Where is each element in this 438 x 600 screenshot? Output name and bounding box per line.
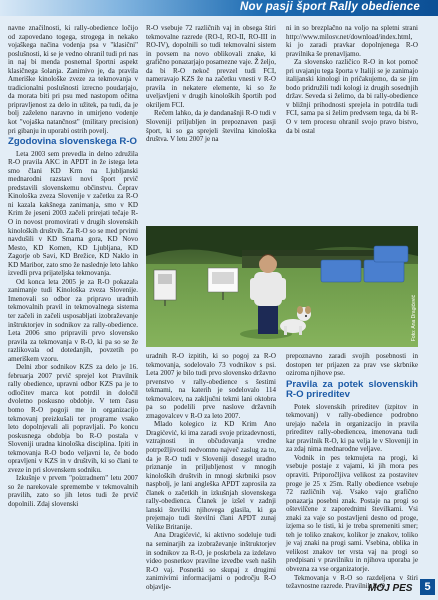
magazine-logo: MOJ PES: [368, 583, 413, 594]
header-bar: [0, 0, 438, 16]
paragraph: Izkušnje v prvem "poizradnem" letu 2007 so že narekovale spremembe v tekmovalnih pravilih, zato so jih letos tudi že prvič dopolnili. Zdaj slovenski: [8, 474, 138, 509]
section-heading: Pravila za potek slovenskih R-O prireditev: [286, 378, 418, 401]
paragraph: uradnih R-O izpitih, ki so pogoj za R-O tekmovanja, sodelovalo 73 vodnikov s psi. Leta 2007 je bilo tudi prvo slovensko državno prvenstvo v rally-obedience s šestimi tekmami, na katerih je sodelovalo 114 tekmovalcev, na zaključni tekmi lani oktobra pa so podelili prve naslove državnih zmagovalcev v R-O za leto 2007.: [146, 352, 276, 420]
paragraph: Leta 2003 sem prevedla in delno združila R-O pravila AKC in APDT in že istega leta smo člani KD Krm na Ljubljanski mednarodni razstavi novi šport prvič predstavili slovenskemu občinstvu. Čeprav Kinološka zveza Slovenije v začetku za R-O ni kazala kakšnega zanimanja, smo v KD Krim že jeseni 2003 začeli prirejati tečaje R-O in novost promovirati v drugih slovenskih kinoloških društvih. Za R-O so se med prvimi navdušili v KD Smarna gora, KD Novo Mesto, KD Komen, KD Ljubljana, KD Zagorje ob Savi, KD Brežice, KD Naklo in KD Maribor, zato smo že naslednje leto lahko izvedli prva prijateljska tekmovanja.: [8, 149, 138, 278]
page-title: Nov pasji šport Rally obedience: [239, 1, 420, 13]
paragraph: Od konca leta 2005 je za R-O pokazala zanimanje tudi Kinološka zveza Slovenije. Imenovali so odbor za pripravo uradnih tekmovalnih pravil in tekmovalnega sistema ter začeli in začeli usposabljati izobraževanje inštruktorjev in sodnikov za rally-obedience. Leta 2006 smo pripravili prvo slovensko pravila za tekmovanja v R-O, ki pa so se že razlikovala od dotedanjih, povzetih po ameriškem vzoru.: [8, 277, 138, 363]
paragraph: navne značilnosti, ki rally-obedience ločijo od zapovedano togega, strogega in nekako vojaškega načina vodenja psa v "klasični" poslušnosti, ki se je vedno ohranil tudi pri nas in naj bi menda posnemal športni aspekt klasičnega šolanja. Zanimivo je, da pravila Ameriške kinološke zveze za tekmovanja v tradicionalni poslušnosti izrecno poudarjajo, da morata biti pri psu med nastopom očitna pripravljenost za delo in užitek, pa tudi, da je bolj zaželeno naravno in umirjeno vodenje kot "vojaška natančnost" (military precision) pri gibanju in uporabi ostrih povelj.: [8, 24, 138, 135]
rally-photo: [146, 226, 418, 347]
paragraph: Potek slovenskih prireditev (izpitov in tekmovanj) v rally-obedience podrobno urejajo načela in organizacijo in pravila prireditev rally-obediencea, imenovana tudi kar pravilnik R-O, ki pa velja le v Sloveniji in za zdaj nima mednarodne veljave.: [286, 402, 418, 454]
rally-scene-illustration: [146, 226, 418, 347]
paragraph: Rečem lahko, da je dandanašnji R-O tudi v Sloveniji priljubljen in prepoznaven pasji šport, ki so ga sprejeli številna kinološka društva. V letu 2007 je na: [146, 109, 276, 144]
column-3-bottom: [286, 352, 418, 591]
page-number: 5: [420, 579, 435, 595]
paragraph: prepoznavno zaradi svojih posebnosti in dostopen ter prijazen za prav vse skrbnike oziroma njihove pse.: [286, 352, 418, 378]
column-2-bottom: [146, 352, 276, 591]
paragraph: ni in so brezplačno na voljo na spletni strani http://www.milosv.net/download/index.html, ki jo zaradi pravkar dopolnjenega R-O pravilnika še prenavljamo.: [286, 24, 418, 58]
paragraph: Tekmovanja v R-O so razdeljena v štiri težavnostne razrede. Pravilnik R-O: [286, 573, 418, 591]
column-2-top: [146, 24, 276, 144]
column-3-top: [286, 24, 418, 135]
paragraph: R-O vsebuje 72 različnih vaj in obsega štiri tekmovalne razrede (RO-I, RO-II, RO-III in RO-IV), dopolnili so tudi tekmovalni sistem in povsem na novo oblikovali znake, ki grafično ponazarjajo posamezne vaje. Ž željo, da bi R-O nekoč prevzel tudi FCI, nameravajo KZS že na začetku vnesti v R-O pravila in nekatere elemente, ki so že uveljavljeni v drugih kinoloških športih pod okriljem FCI.: [146, 24, 276, 109]
column-1: [8, 24, 138, 509]
section-heading: Zgodovina slovenskega R-O: [8, 136, 138, 148]
paragraph: Za slovensko različico R-O in kot pomoč pri uvajanju tega športa v Italiji se je zanimajo italijanski kinologi in pričakujemo, da se jim bodo pridružili tudi kologi iz drugih sosednjih držav. Seveda si želimo, da bi rally-obedience v bližnji prihodnosti sprejela in potrdila tudi FCI, sama pa si želim predvsem tega, da bi R-O v tem procesu ohranil svojo pravo bistvo, da bi ostal: [286, 58, 418, 135]
paragraph: Vodnik in pes tekmujeta na progi, ki vsebuje postaje z vajami, ki jih mora pes opraviti. Priporočljiva velikost za postavitev proge je 25 x 25m. Rally obedience vsebuje 72 različnih vaj. Vsako vajo grafično ponazarja posebni znak. Postaje na progi so oštevilčene z zaporednimi številkami. Vsi znaki za vaje so postavljeni desno od proge, izjema so le tisti, ki je treba spremeniti smer; teh je toliko znakov, kolikor je znakov, toliko je vaj znaki na progi sami. Vsebina, oblika in velikost znakov ter vrsta vaj na progi so predpisani v pravilniku in njihova uporaba je obvezna za vse organizatorje.: [286, 453, 418, 574]
paragraph: Mlado kolegico iz KD Krim Ano Dragićević, ki ima zaradi svoje prizadevnosti, vztrajnosti in občudovanja vredne potrpežljivosti nedvomno največ zaslug za to, da je R-O tudi v Sloveniji dosegel uradno priznanje in priljubljenost v mnogih kinoloških društvih in mnogi skrbniki psov naspbolj, je lani angleška APDT zaprosila za članek o začetkih in izkušnjah slovenskega rally-obedienca. Članek je izšel v zadnji lanski številki njihovega glasila, ki ga prejemajo tudi številni člani APDT zunaj Velike Britanije.: [146, 420, 276, 531]
paragraph: Ana Dragićević, ki aktivno sodeluje tudi na seminarjih za izobraževanje inštruktorjev in sodnikov za R-O, je poskrbela za izdelavo video posnetkov pravilne izvedbe vseh naših R-O vaj. Posnetki so skupaj z drugimi zanimivimi informacijami o področju R-O objavlje-: [146, 531, 276, 591]
paragraph: Delni zbor sodnikov KZS za delo je 16. februarja 2007 prvič sprejel kot Pravilnik rally obedience, upravni odbor KZS pa je to odločitev marca kot potrdil in določil dvoletno poskusno obdobje. V tem času bomo R-O pogoji me in organizacijo tekmovanj preizkušali ter programe vsako leto dopolnjevali ali popravljali. Po koncu poskusnega obdobja bo R-O postala v Sloveniji uradna kinološka disciplina. Ipiti in tekmovanja R-O bodo veljavni le, če bodo opravljeni v KZS in v društvih, ki so člani te zveze in pri slovenskem sodniku.: [8, 363, 138, 474]
photo-credit: Foto: Ana Dragićević: [411, 294, 417, 341]
